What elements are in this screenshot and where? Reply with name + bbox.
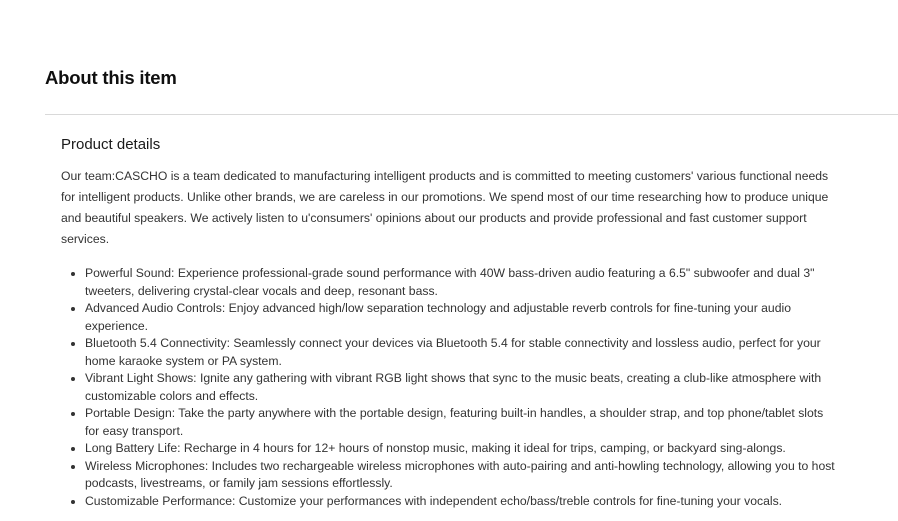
feature-item: • Customizable Performance: Customize your performances with independent echo/bass/treble controls for fine-tuning your vocals. xyxy=(85,493,839,511)
feature-item: • Advanced Audio Controls: Enjoy advanced high/low separation technology and adjustable reverb controls for fine-tuning your audio experience. xyxy=(85,300,839,335)
product-details-heading: Product details xyxy=(61,136,161,153)
feature-item: • Bluetooth 5.4 Connectivity: Seamlessly connect your devices via Bluetooth 5.4 for stable connectivity and lossless audio, perfect for your home karaoke system or PA system. xyxy=(85,335,839,370)
feature-item: • Long Battery Life: Recharge in 4 hours for 12+ hours of nonstop music, making it ideal for trips, camping, or backyard sing-alongs. xyxy=(85,440,839,458)
product-description: Our team:CASCHO is a team dedicated to manufacturing intelligent products and is committed to meeting customers' various functional needs for intelligent products. Unlike other brands, we are careless in our promotions. We spend most of our time researching how to produce unique and beautiful speakers. We actively listen to u'consumers' opinions about our products and provide professional and fast customer support services. xyxy=(61,169,829,246)
divider xyxy=(45,114,898,115)
feature-item: • Wireless Microphones: Includes two rechargeable wireless microphones with auto-pairing and anti-howling technology, allowing you to host podcasts, livestreams, or family jam sessions effortlessly. xyxy=(85,458,839,493)
section-title: About this item xyxy=(45,67,177,88)
feature-item: • Portable Design: Take the party anywhere with the portable design, featuring built-in handles, a shoulder strap, and top phone/tablet slots for easy transport. xyxy=(85,405,839,440)
feature-item: • Vibrant Light Shows: Ignite any gathering with vibrant RGB light shows that sync to the music beats, creating a club-like atmosphere with customizable colors and effects. xyxy=(85,370,839,405)
feature-list xyxy=(61,265,839,510)
feature-item: • Powerful Sound: Experience professional-grade sound performance with 40W bass-driven audio featuring a 6.5" subwoofer and dual 3" tweeters, delivering crystal-clear vocals and deep, resonant bass. xyxy=(85,265,839,300)
